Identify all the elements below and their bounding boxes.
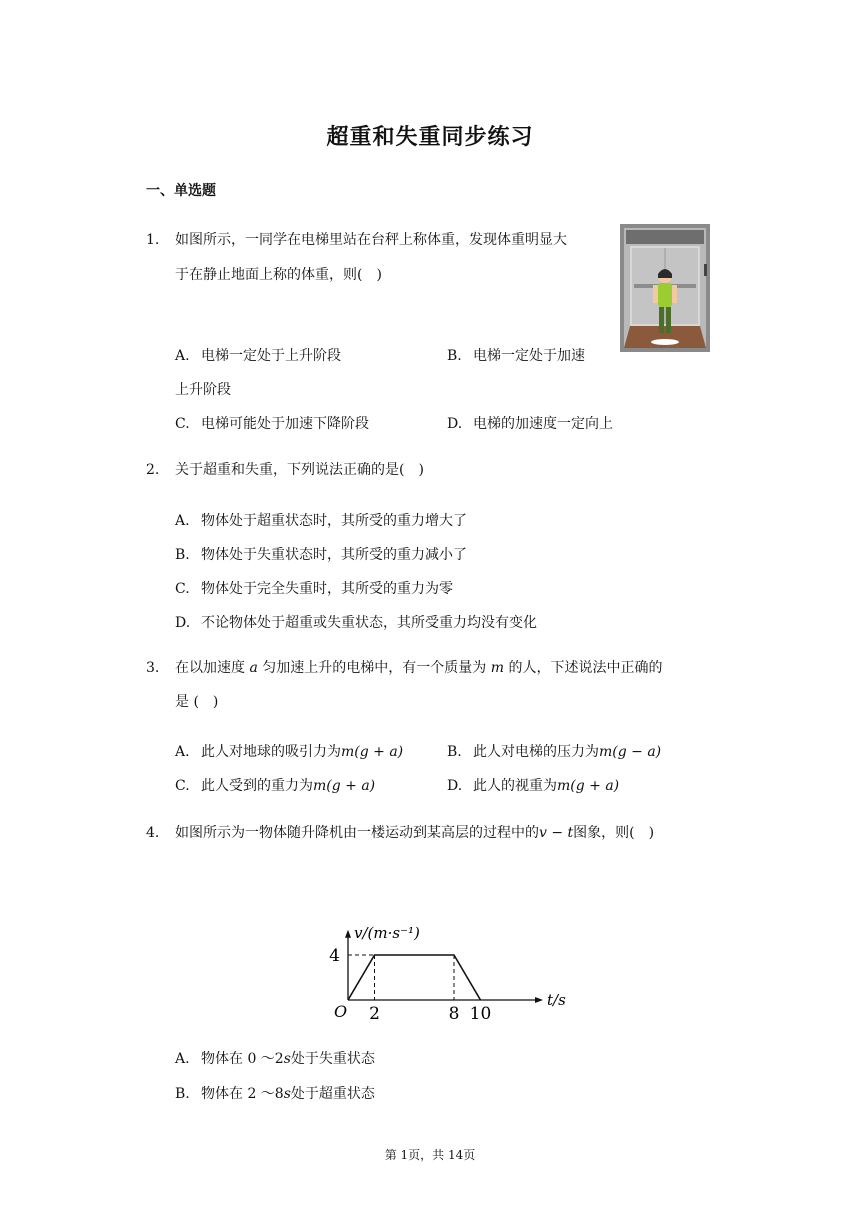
option-math: m(g − a): [599, 744, 662, 760]
option-label: D.: [175, 615, 191, 631]
question-4-option-a: [175, 1048, 375, 1068]
vt-expression: v − t: [539, 825, 574, 841]
option-text: 处于失重状态: [290, 1051, 375, 1067]
question-3-option-b: [447, 741, 661, 761]
option-math: m(g + a): [557, 778, 620, 794]
x-axis-arrow: [535, 997, 543, 1003]
question-2-option-b: [175, 544, 467, 564]
text-segment: 的人，下述说法中正确的: [508, 660, 663, 676]
option-label: D.: [447, 416, 463, 432]
question-3-option-c: [175, 775, 375, 795]
question-2-option-d: [175, 612, 537, 632]
text-segment: 匀加速上升的电梯中，有一个质量为: [262, 660, 487, 676]
text-segment: 图象，则( ): [573, 825, 655, 841]
question-1-number: 1.: [146, 232, 160, 248]
option-math: s: [283, 1051, 291, 1067]
option-text: 电梯一定处于加速: [473, 348, 585, 364]
x-axis-label: t/s: [547, 991, 566, 1009]
y-axis-arrow: [345, 930, 351, 938]
option-label: A.: [175, 513, 190, 529]
section-heading: 一、单选题: [146, 183, 216, 199]
question-1-option-a: [175, 345, 341, 365]
option-text: 电梯的加速度一定向上: [473, 416, 613, 432]
elevator-picture: [620, 224, 710, 352]
page-footer: 第 1页，共 14页: [384, 1148, 476, 1162]
option-text: 处于超重状态: [290, 1086, 375, 1102]
option-text: 此人的视重为: [473, 778, 557, 794]
option-text: 物体处于失重状态时，其所受的重力减小了: [201, 547, 467, 563]
question-1-option-b: [447, 345, 585, 365]
page-title: 超重和失重同步练习: [326, 124, 534, 150]
question-3-line-2: 是 ( ): [175, 694, 219, 710]
option-label: D.: [447, 778, 463, 794]
option-math: m(g + a): [341, 744, 404, 760]
y-tick-label: 4: [329, 946, 340, 966]
option-text: 电梯可能处于加速下降阶段: [201, 416, 369, 432]
vt-chart: [312, 890, 566, 1030]
option-label: B.: [175, 1086, 190, 1102]
question-4-number: 4.: [146, 825, 160, 841]
option-label: A.: [175, 348, 190, 364]
option-label: C.: [175, 581, 190, 597]
question-1-option-b-continued: 上升阶段: [175, 382, 231, 398]
option-text: 物体在 2 ～8: [201, 1086, 284, 1102]
option-label: A.: [175, 744, 190, 760]
question-3-number: 3.: [146, 660, 160, 676]
option-text: 此人受到的重力为: [201, 778, 313, 794]
question-3-option-a: [175, 741, 403, 761]
question-1-option-d: [447, 413, 613, 433]
option-label: B.: [447, 348, 462, 364]
question-1-line-1: 如图所示，一同学在电梯里站在台秤上称体重，发现体重明显大: [175, 232, 567, 248]
question-4-option-b: [175, 1083, 375, 1103]
option-math: s: [283, 1086, 291, 1102]
option-text: 此人对地球的吸引力为: [201, 744, 341, 760]
option-text: 物体在 0 ～2: [201, 1051, 284, 1067]
option-text: 此人对电梯的压力为: [473, 744, 599, 760]
option-text: 不论物体处于超重或失重状态，其所受重力均没有变化: [201, 615, 537, 631]
question-2-line-1: 关于超重和失重，下列说法正确的是( ): [175, 462, 424, 478]
x-tick-label: 8: [448, 1004, 460, 1024]
option-label: C.: [175, 778, 190, 794]
question-2-option-a: [175, 510, 467, 530]
option-label: B.: [175, 547, 190, 563]
option-label: B.: [447, 744, 462, 760]
text-segment: 如图所示为一物体随升降机由一楼运动到某高层的过程中的: [175, 825, 539, 841]
variable-a: a: [249, 660, 258, 676]
option-label: A.: [175, 1051, 190, 1067]
question-1-option-c: [175, 413, 369, 433]
velocity-line: [348, 955, 481, 1000]
x-tick-label: 2: [369, 1004, 380, 1024]
origin-label: O: [334, 1002, 348, 1021]
option-text: 物体处于完全失重时，其所受的重力为零: [201, 581, 453, 597]
variable-m: m: [490, 660, 504, 676]
question-4-line-1: [175, 823, 654, 843]
question-2-option-c: [175, 578, 453, 598]
x-tick-label: 10: [469, 1004, 492, 1024]
question-3-line-1: [175, 658, 662, 678]
option-label: C.: [175, 416, 190, 432]
option-math: m(g + a): [313, 778, 376, 794]
option-text: 电梯一定处于上升阶段: [201, 348, 341, 364]
option-text: 物体处于超重状态时，其所受的重力增大了: [201, 513, 467, 529]
y-axis-label: v/(m·s⁻¹): [354, 923, 420, 942]
question-2-number: 2.: [146, 462, 160, 478]
question-3-option-d: [447, 775, 619, 795]
question-1-line-2: 于在静止地面上称的体重，则( ): [175, 267, 382, 283]
text-segment: 在以加速度: [175, 660, 245, 676]
